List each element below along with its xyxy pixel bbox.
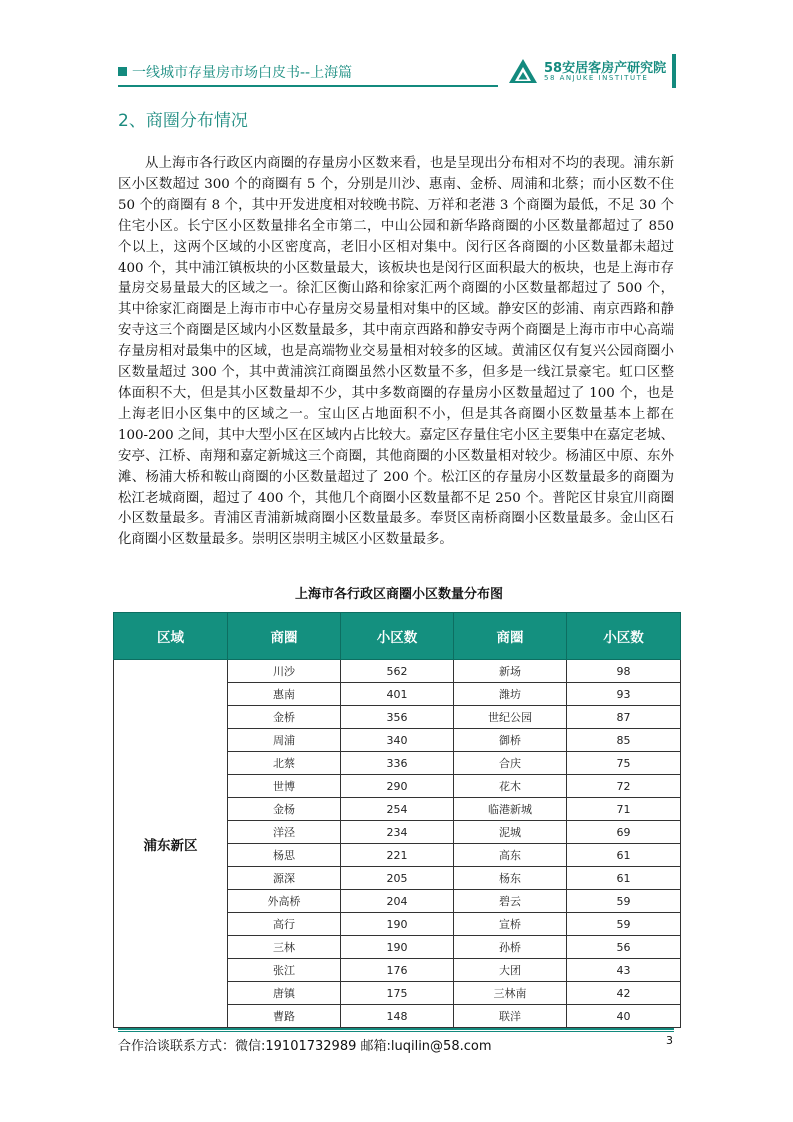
- count-cell: 75: [567, 752, 681, 775]
- header-area-1: 商圈: [228, 613, 341, 660]
- area-cell: 高东: [454, 844, 567, 867]
- count-cell: 204: [341, 890, 454, 913]
- area-cell: 杨思: [228, 844, 341, 867]
- area-cell: 花木: [454, 775, 567, 798]
- page-number: 3: [666, 1034, 673, 1047]
- area-cell: 周浦: [228, 729, 341, 752]
- area-cell: 张江: [228, 959, 341, 982]
- area-cell: 外高桥: [228, 890, 341, 913]
- area-cell: 惠南: [228, 683, 341, 706]
- footer-contact: 合作洽谈联系方式：微信:19101732989 邮箱:luqilin@58.com: [118, 1039, 492, 1054]
- count-cell: 42: [567, 982, 681, 1005]
- table-header-row: [114, 613, 681, 660]
- footer-rule: [118, 1028, 674, 1030]
- table-title: 上海市各行政区商圈小区数量分布图: [294, 587, 503, 602]
- count-cell: 43: [567, 959, 681, 982]
- count-cell: 61: [567, 867, 681, 890]
- count-cell: 87: [567, 706, 681, 729]
- area-cell: 孙桥: [454, 936, 567, 959]
- table-row: [114, 660, 681, 683]
- area-cell: 合庆: [454, 752, 567, 775]
- count-cell: 340: [341, 729, 454, 752]
- count-cell: 176: [341, 959, 454, 982]
- district-cell: 浦东新区: [114, 660, 228, 1028]
- area-cell: 潍坊: [454, 683, 567, 706]
- area-cell: 临港新城: [454, 798, 567, 821]
- header-area-2: 商圈: [454, 613, 567, 660]
- logo-bar: [672, 54, 676, 88]
- header-title: [118, 62, 352, 82]
- footer-rule-thin: [118, 1031, 674, 1032]
- logo-name: 58安居客房产研究院: [544, 61, 667, 76]
- square-bullet-icon: [118, 67, 127, 76]
- area-cell: 唐镇: [228, 982, 341, 1005]
- area-cell: 碧云: [454, 890, 567, 913]
- count-cell: 205: [341, 867, 454, 890]
- count-cell: 290: [341, 775, 454, 798]
- count-cell: 336: [341, 752, 454, 775]
- count-cell: 148: [341, 1005, 454, 1028]
- area-cell: 金杨: [228, 798, 341, 821]
- logo-subtitle: 58 ANJUKE INSTITUTE: [544, 74, 649, 82]
- header-title-text: 一线城市存量房市场白皮书--上海篇: [132, 65, 353, 81]
- section-title: 2、商圈分布情况: [118, 111, 248, 131]
- area-cell: 新场: [454, 660, 567, 683]
- area-cell: 联洋: [454, 1005, 567, 1028]
- count-cell: 72: [567, 775, 681, 798]
- area-cell: 高行: [228, 913, 341, 936]
- area-cell: 宣桥: [454, 913, 567, 936]
- count-cell: 221: [341, 844, 454, 867]
- count-cell: 254: [341, 798, 454, 821]
- area-cell: 世博: [228, 775, 341, 798]
- count-cell: 56: [567, 936, 681, 959]
- count-cell: 85: [567, 729, 681, 752]
- count-cell: 234: [341, 821, 454, 844]
- count-cell: 93: [567, 683, 681, 706]
- area-cell: 川沙: [228, 660, 341, 683]
- count-cell: 59: [567, 890, 681, 913]
- area-cell: 杨东: [454, 867, 567, 890]
- count-cell: 356: [341, 706, 454, 729]
- count-cell: 190: [341, 913, 454, 936]
- table-body: [114, 660, 681, 1028]
- count-cell: 69: [567, 821, 681, 844]
- header-district: 区域: [114, 613, 228, 660]
- area-cell: 御桥: [454, 729, 567, 752]
- area-cell: 金桥: [228, 706, 341, 729]
- page-header: [118, 52, 678, 92]
- count-cell: 401: [341, 683, 454, 706]
- count-cell: 562: [341, 660, 454, 683]
- count-cell: 98: [567, 660, 681, 683]
- triangle-logo-icon: [508, 58, 538, 84]
- area-cell: 北蔡: [228, 752, 341, 775]
- area-cell: 世纪公园: [454, 706, 567, 729]
- header-count-1: 小区数: [341, 613, 454, 660]
- count-cell: 71: [567, 798, 681, 821]
- count-cell: 59: [567, 913, 681, 936]
- area-cell: 曹路: [228, 1005, 341, 1028]
- count-cell: 61: [567, 844, 681, 867]
- header-count-2: 小区数: [567, 613, 681, 660]
- area-cell: 源深: [228, 867, 341, 890]
- district-table: [113, 612, 681, 1028]
- institute-logo: [508, 54, 678, 90]
- area-cell: 洋泾: [228, 821, 341, 844]
- count-cell: 190: [341, 936, 454, 959]
- area-cell: 三林: [228, 936, 341, 959]
- body-paragraph: 从上海市各行政区内商圈的存量房小区数来看，也是呈现出分布相对不均的表现。浦东新区小区数超过 300 个的商圈有 5 个，分别是川沙、惠南、金桥、周浦和北蔡；而小区数不住 50 个的商圈有 8 个，其中开发进度相对较晚书院、万祥和老港 3 个商圈为最低，不足 30 个住宅小区。长宁区小区数量排名全市第二，中山公园和新华路商圈的小区数量都超过了 850 个以上，这两个区域的小区密度高，老旧小区相对集中。闵行区各商圈的小区数量都未超过 400 个，其中浦江镇板块的小区数量最大，该板块也是闵行区面积最大的板块，也是上海市存量房交易量最大的区域之一。徐汇区衡山路和徐家汇两个商圈的小区数量都超过了 500 个，其中徐家汇商圈是上海市市中心存量房交易量相对集中的区域。静安区的彭浦、南京西路和静安寺这三个商圈是区域内小区数量最多，其中南京西路和静安寺两个商圈是上海市市中心高端存量房相对最集中的区域，也是高端物业交易量相对较多的区域。黄浦区仅有复兴公园商圈小区数量超过 300 个，其中黄浦滨江商圈虽然小区数量不多，但多是一线江景豪宅。虹口区整体面积不大，但是其小区数量却不少，其中多数商圈的存量房小区数量超过了 100 个，也是上海老旧小区集中的区域之一。宝山区占地面积不小，但是其各商圈小区数量基本上都在 100-200 之间，其中大型小区在区域内占比较大。嘉定区存量住宅小区主要集中在嘉定老城、安亭、江桥、南翔和嘉定新城这三个商圈，其他商圈的小区数量相对较少。杨浦区中原、东外滩、杨浦大桥和鞍山商圈的小区数量超过了 200 个。松江区的存量房小区数量最多的商圈为松江老城商圈，超过了 400 个，其他几个商圈小区数量都不足 250 个。普陀区甘泉宜川商圈小区数量最多。青浦区青浦新城商圈小区数量最多。奉贤区南桥商圈小区数量最多。金山区石化商圈小区数量最多。崇明区崇明主城区小区数量最多。: [118, 156, 674, 548]
- area-cell: 大团: [454, 959, 567, 982]
- area-cell: 泥城: [454, 821, 567, 844]
- count-cell: 175: [341, 982, 454, 1005]
- area-cell: 三林南: [454, 982, 567, 1005]
- count-cell: 40: [567, 1005, 681, 1028]
- header-rule: [118, 85, 498, 87]
